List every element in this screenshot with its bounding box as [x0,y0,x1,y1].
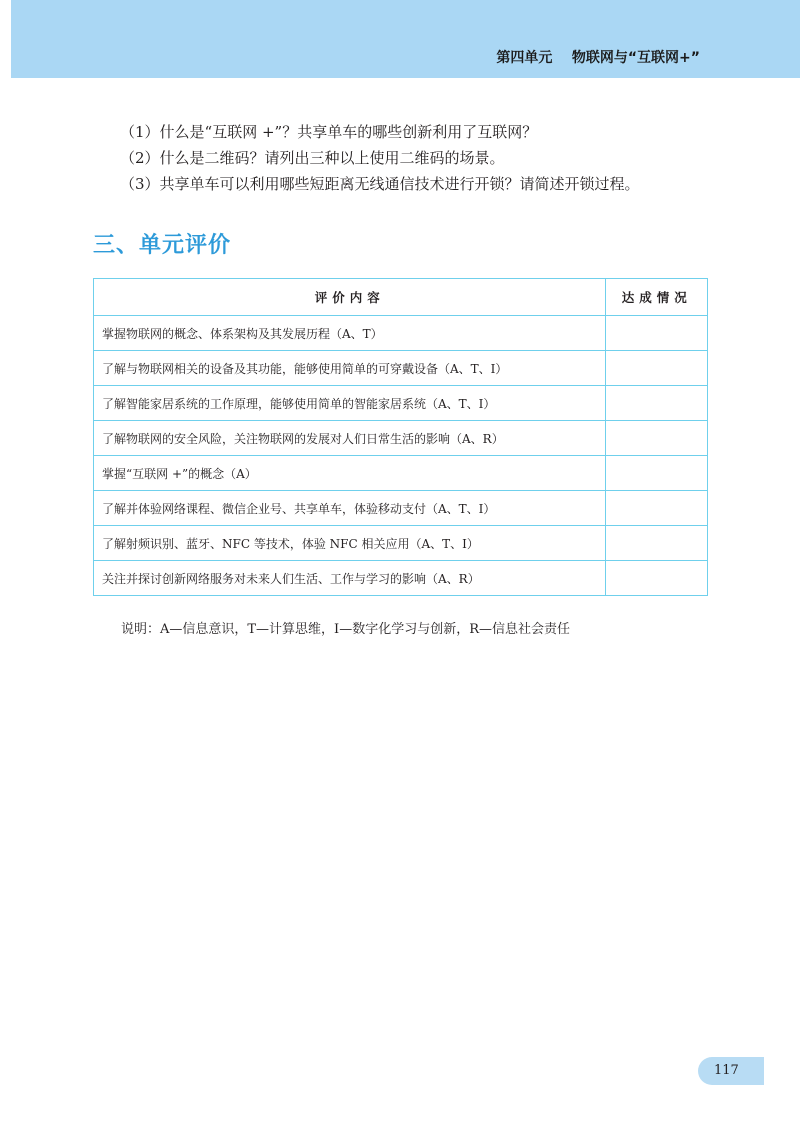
page-number: 117 [714,1063,739,1078]
row-content: 掌握物联网的概念、体系架构及其发展历程（A、T） [94,316,606,351]
header-status: 达成情况 [606,279,708,316]
row-content: 关注并探讨创新网络服务对未来人们生活、工作与学习的影响（A、R） [94,561,606,596]
row-status[interactable] [606,421,708,456]
row-status[interactable] [606,351,708,386]
question-list [120,119,640,197]
table-row [94,316,708,351]
row-content: 了解智能家居系统的工作原理，能够使用简单的智能家居系统（A、T、I） [94,386,606,421]
row-content: 了解与物联网相关的设备及其功能，能够使用简单的可穿戴设备（A、T、I） [94,351,606,386]
table-row [94,491,708,526]
row-content: 了解并体验网络课程、微信企业号、共享单车，体验移动支付（A、T、I） [94,491,606,526]
table-row [94,351,708,386]
evaluation-table [93,278,708,596]
table-row [94,421,708,456]
table-row [94,526,708,561]
question-item: （1）什么是“互联网 +”？共享单车的哪些创新利用了互联网？ [120,123,538,141]
row-status[interactable] [606,316,708,351]
table-row [94,386,708,421]
table-row [94,456,708,491]
row-content: 掌握“互联网 +”的概念（A） [94,456,606,491]
row-status[interactable] [606,386,708,421]
row-status[interactable] [606,561,708,596]
row-content: 了解射频识别、蓝牙、NFC 等技术，体验 NFC 相关应用（A、T、I） [94,526,606,561]
chapter-title: 第四单元 物联网与“互联网+” [496,50,700,66]
table-row [94,561,708,596]
question-item: （2）什么是二维码？请列出三种以上使用二维码的场景。 [120,149,505,167]
row-status[interactable] [606,491,708,526]
header-content: 评价内容 [94,279,606,316]
legend-note: 说明：A—信息意识，T—计算思维，I—数字化学习与创新，R—信息社会责任 [121,622,570,637]
row-status[interactable] [606,456,708,491]
table-header-row [94,279,708,316]
question-item: （3）共享单车可以利用哪些短距离无线通信技术进行开锁？请简述开锁过程。 [120,175,640,193]
row-status[interactable] [606,526,708,561]
row-content: 了解物联网的安全风险，关注物联网的发展对人们日常生活的影响（A、R） [94,421,606,456]
section-heading: 三、单元评价 [93,233,232,258]
